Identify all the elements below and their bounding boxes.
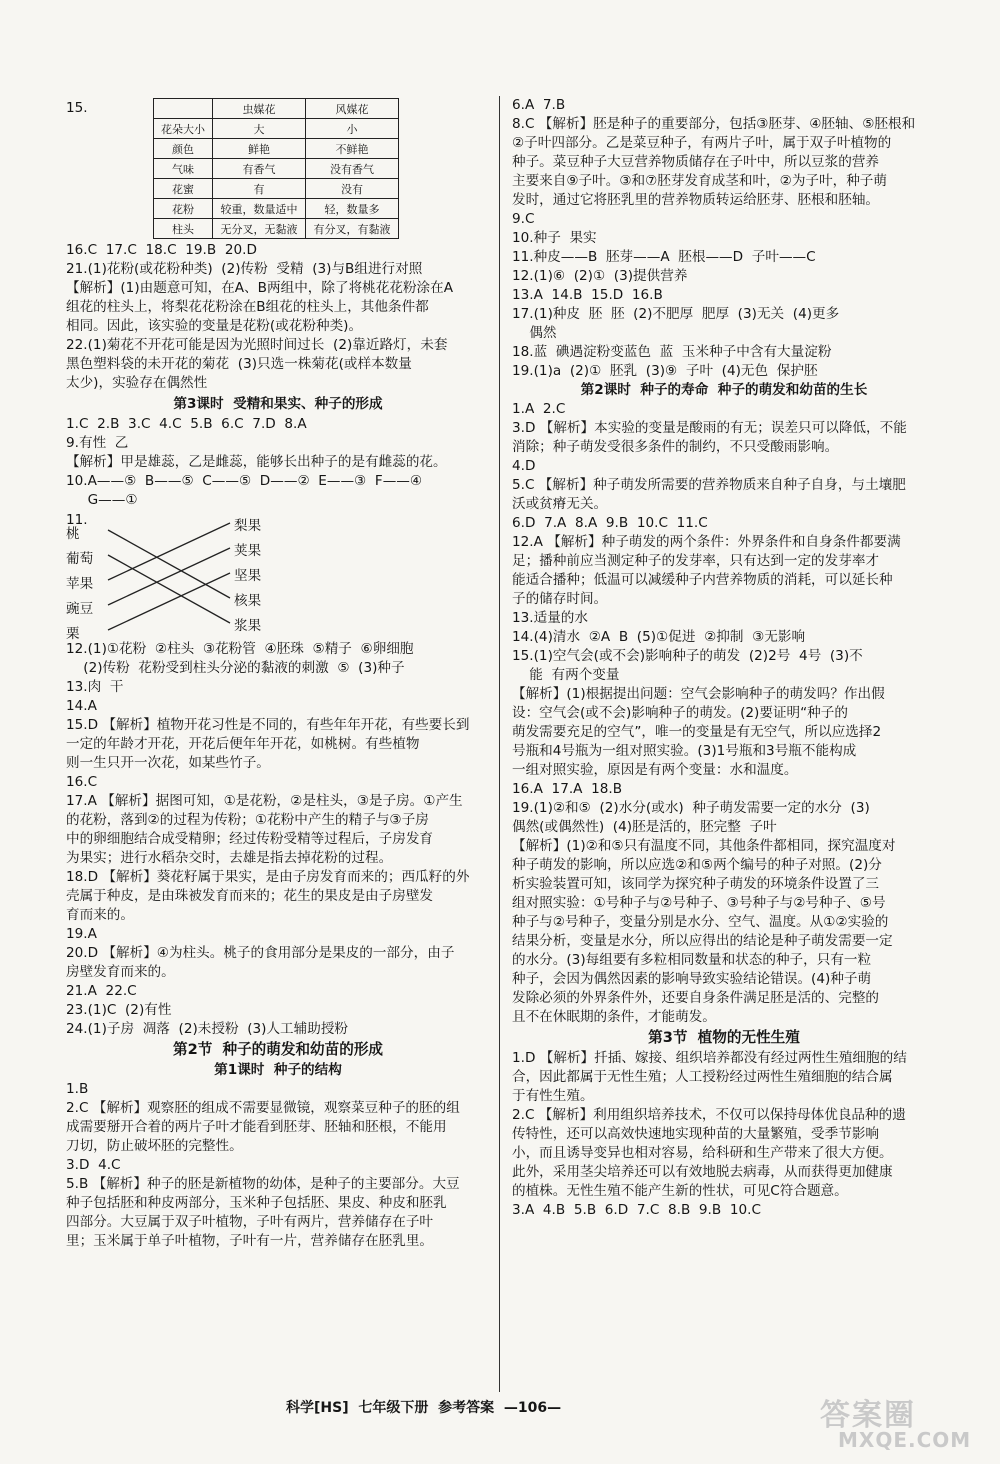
- answer-line: 壳属于种皮，是由珠被发育而来的；花生的果皮是由子房壁发: [66, 888, 434, 904]
- answer-line: 里；玉米属于单子叶植物，子叶有一片，营养储存在胚乳里。: [66, 1233, 434, 1249]
- page-footer: 科学[HS] 七年级下册 参考答案 —106—: [286, 1400, 562, 1416]
- answer-line: 【解析】(1)由题意可知，在A、B两组中，除了将桃花花粉涂在A: [66, 280, 454, 296]
- answer-line: 结果分析，变量是水分，所以应得出的结论是种子萌发需要一定: [512, 933, 893, 949]
- answer-line: 成需要掰开合着的两片子叶才能看到胚芽、胚轴和胚根，不能用: [66, 1119, 447, 1135]
- table-cell: 没有香气: [306, 159, 399, 179]
- answer-line: ②子叶四部分。乙是菜豆种子，有两片子叶，属于双子叶植物的: [512, 135, 892, 151]
- table-cell: 花朵大小: [154, 119, 213, 139]
- table-cell: 大: [213, 119, 306, 139]
- answer-line: 16.C: [66, 774, 98, 790]
- table-row: [154, 139, 399, 159]
- answer-line: 1.B: [66, 1081, 89, 1097]
- answer-line: 偶然(或偶然性) (4)胚是活的，胚完整 子叶: [512, 819, 777, 835]
- match-right-item: 核果: [234, 593, 262, 609]
- answer-line: 的水分。(3)每组要有多粒相同数量和状态的种子，只有一粒: [512, 952, 872, 968]
- answer-line: 发除必须的外界条件外，还要自身条件满足胚是活的、完整的: [512, 990, 880, 1006]
- table-cell: 轻，数量多: [306, 199, 399, 219]
- answer-line: 且不在休眠期的条件，才能萌发。: [512, 1009, 716, 1025]
- answers-block-1: [66, 241, 490, 393]
- table-cell: 鲜艳: [213, 139, 306, 159]
- match-line: [108, 548, 230, 605]
- column-divider: [499, 96, 500, 1392]
- table-cell: 有分叉，有黏液: [306, 219, 399, 239]
- answer-line: 17.A 【解析】据图可知，①是花粉，②是柱头，③是子房。①产生: [66, 793, 463, 809]
- answer-line: 12.(1)⑥ (2)① (3)提供营养: [512, 268, 688, 284]
- lesson-2-heading: 第2课时 种子的寿命 种子的萌发和幼苗的生长: [580, 382, 868, 398]
- answer-line: 21.A 22.C: [66, 983, 137, 999]
- answer-line: 1.D 【解析】扦插、嫁接、组织培养都没有经过两性生殖细胞的结: [512, 1050, 907, 1066]
- answer-line: 组花的柱头上，将梨花花粉涂在B组花的柱头上，其他条件都: [66, 299, 429, 315]
- match-right-item: 梨果: [234, 518, 262, 534]
- answer-line: 18.蓝 碘遇淀粉变蓝色 蓝 玉米种子中含有大量淀粉: [512, 344, 832, 360]
- answer-line: 19.(1)②和⑤ (2)水分(或水) 种子萌发需要一定的水分 (3): [512, 800, 870, 816]
- answer-line: 黑色塑料袋的未开花的菊花 (3)只选一株菊花(或样本数量: [66, 356, 412, 372]
- lesson-3-heading: 第3课时 受精和果实、种子的形成: [173, 396, 383, 412]
- answer-line: 为果实；进行水稻杂交时，去雄是指去掉花粉的过程。: [66, 850, 393, 866]
- answer-line: 14.(4)清水 ②A B (5)①促进 ②抑制 ③无影响: [512, 629, 806, 645]
- table-cell: 有: [213, 179, 306, 199]
- answer-line: 相同。因此，该实验的变量是花粉(或花粉种类)。: [66, 318, 363, 334]
- answer-line: 【解析】(1)②和⑤只有温度不同，其他条件都相同，探究温度对: [512, 838, 896, 854]
- answer-line: 沃或贫瘠无关。: [512, 496, 608, 512]
- table-row: [154, 119, 399, 139]
- answer-line: 能 有两个变量: [512, 667, 620, 683]
- answer-line: 小，而且诱导变异也相对容易，给科研和生产带来了很大方便。: [512, 1145, 893, 1161]
- answer-line: 14.A: [66, 698, 97, 714]
- answers-block-2: [66, 415, 490, 510]
- answer-line: 足；播种前应当测定种子的发芽率，只有达到一定的发芽率才: [512, 553, 880, 569]
- answer-line: 传特性，还可以高效快速地实现种苗的大量繁殖，受季节影响: [512, 1126, 880, 1142]
- answer-line: 太少)，实验存在偶然性: [66, 375, 208, 391]
- answer-line: 3.A 4.B 5.B 6.D 7.C 8.B 9.B 10.C: [512, 1202, 761, 1218]
- table-cell: 花蜜: [154, 179, 213, 199]
- match-line: [108, 555, 230, 623]
- match-left-item: 豌豆: [66, 601, 94, 617]
- answer-line: 1.A 2.C: [512, 401, 566, 417]
- answer-line: 12.A 【解析】种子萌发的两个条件：外界条件和自身条件都要满: [512, 534, 901, 550]
- answer-line: 19.A: [66, 926, 97, 942]
- answer-line: 18.D 【解析】葵花籽属于果实，是由子房发育而来的；西瓜籽的外: [66, 869, 470, 885]
- answer-line: 能适合播种；低温可以减缓种子内营养物质的消耗，可以延长种: [512, 572, 893, 588]
- answer-line: 【解析】(1)根据提出问题：空气会影响种子的萌发吗？作出假: [512, 686, 885, 702]
- table-cell: 虫媒花: [213, 99, 306, 119]
- question-15-table-block: [66, 96, 490, 241]
- answer-line: 号瓶和4号瓶为一组对照实验。(3)1号瓶和3号瓶不能构成: [512, 743, 857, 759]
- match-line: [108, 523, 230, 580]
- answer-line: 种子。菜豆种子大豆营养物质储存在子叶中，所以豆浆的营养: [512, 154, 880, 170]
- answer-line: 16.C 17.C 18.C 19.B 20.D: [66, 242, 257, 258]
- answer-line: 16.A 17.A 18.B: [512, 781, 623, 797]
- question-number: 15.: [66, 100, 88, 116]
- answer-line: 10.A——⑤ B——⑤ C——⑤ D——② E——③ F——④: [66, 473, 423, 489]
- table-cell: 较重，数量适中: [213, 199, 306, 219]
- answer-line: 5.C 【解析】种子萌发所需要的营养物质来自种子自身，与土壤肥: [512, 477, 906, 493]
- answer-line: 13.A 14.B 15.D 16.B: [512, 287, 663, 303]
- section-3-title: 第3节 植物的无性生殖: [648, 1029, 800, 1046]
- answer-line: 房壁发育而来的。: [66, 964, 175, 980]
- table-cell: 柱头: [154, 219, 213, 239]
- answer-line: 一定的年龄才开花，开花后便年年开花，如桃树。有些植物: [66, 736, 420, 752]
- answer-line: 种子包括胚和种皮两部分，玉米种子包括胚、果皮、种皮和胚乳: [66, 1195, 447, 1211]
- table-row: [154, 179, 399, 199]
- watermark-logo: 答案圈: [820, 1398, 916, 1433]
- answer-line: 8.C 【解析】胚是种子的重要部分，包括③胚芽、④胚轴、⑤胚根和: [512, 116, 916, 132]
- answer-line: 21.(1)花粉(或花粉种类) (2)传粉 受精 (3)与B组进行对照: [66, 261, 423, 277]
- answer-line: 于有性生殖。: [512, 1088, 594, 1104]
- match-right-item: 荚果: [234, 543, 262, 559]
- answer-line: 种子，会因为偶然因素的影响导致实验结论错误。(4)种子萌: [512, 971, 872, 987]
- answer-line: 5.B 【解析】种子的胚是新植物的幼体，是种子的主要部分。大豆: [66, 1176, 460, 1192]
- matching-lines: [66, 512, 306, 640]
- lesson-1-title: 第1课时 种子的结构: [214, 1062, 342, 1078]
- table-cell: 不鲜艳: [306, 139, 399, 159]
- match-right-item: 坚果: [234, 568, 262, 584]
- answer-line: 消除；种子萌发受很多条件的制约，不只受酸雨影响。: [512, 439, 839, 455]
- answer-line: 此外，采用茎尖培养还可以有效地脱去病毒，从而获得更加健康: [512, 1164, 893, 1180]
- answer-line: 10.种子 果实: [512, 230, 597, 246]
- match-line: [108, 573, 230, 630]
- answer-line: 2.C 【解析】利用组织培养技术，不仅可以保持母体优良品种的遗: [512, 1107, 906, 1123]
- table-cell: 颜色: [154, 139, 213, 159]
- table-row: [154, 159, 399, 179]
- section-2-title: 第2节 种子的萌发和幼苗的形成: [172, 1041, 384, 1058]
- answer-line: 9.有性 乙: [66, 435, 129, 451]
- answer-line: 偶然: [512, 325, 557, 341]
- answer-line: 3.D 4.C: [66, 1157, 121, 1173]
- answer-line: 主要来自⑨子叶。③和⑦胚芽发育成茎和叶，②为子叶，种子萌: [512, 173, 887, 189]
- answer-line: 22.(1)菊花不开花可能是因为光照时间过长 (2)靠近路灯，未套: [66, 337, 448, 353]
- table-cell: 无分叉，无黏液: [213, 219, 306, 239]
- match-left-item: 苹果: [66, 576, 94, 592]
- answers-block-6: [512, 400, 936, 1027]
- answer-line: 24.(1)子房 凋落 (2)未授粉 (3)人工辅助授粉: [66, 1021, 349, 1037]
- table-row: [154, 199, 399, 219]
- answers-block-3: [66, 640, 490, 1039]
- table-cell: 风媒花: [306, 99, 399, 119]
- answer-line: 萌发需要充足的空气”，唯一的变量是有无空气，所以应选择2: [512, 724, 882, 740]
- answers-block-5: [512, 96, 936, 381]
- question-number: 11.: [66, 512, 88, 528]
- table-row: [154, 99, 399, 119]
- answer-line: 子的储存时间。: [512, 591, 608, 607]
- answer-line: 种子萌发的影响，所以应选②和⑤两个编号的种子对照。(2)分: [512, 857, 882, 873]
- answer-line: 的植株。无性生殖不能产生新的性状，可见C符合题意。: [512, 1183, 848, 1199]
- answer-line: 刀切，防止破坏胚的完整性。: [66, 1138, 243, 1154]
- answer-line: 四部分。大豆属于双子叶植物，子叶有两片，营养储存在子叶: [66, 1214, 434, 1230]
- answer-line: 种子与②号种子，变量分别是水分、空气、温度。从①②实验的: [512, 914, 889, 930]
- answer-line: 3.D 【解析】本实验的变量是酸雨的有无；误差只可以降低，不能: [512, 420, 907, 436]
- answers-block-4: [66, 1080, 490, 1251]
- answer-line: 【解析】甲是雄蕊，乙是雌蕊，能够长出种子的是有雌蕊的花。: [66, 454, 447, 470]
- answer-line: 9.C: [512, 211, 535, 227]
- table-cell: 有香气: [213, 159, 306, 179]
- answer-line: (2)传粉 花粉受到柱头分泌的黏液的刺激 ⑤ (3)种子: [66, 660, 405, 676]
- answer-line: 发时，通过它将胚乳里的营养物质转运给胚芽、胚根和胚轴。: [512, 192, 880, 208]
- table-cell: [154, 99, 213, 119]
- match-left-item: 葡萄: [66, 551, 94, 567]
- answer-line: 合，因此都属于无性生殖；人工授粉经过两性生殖细胞的结合属: [512, 1069, 893, 1085]
- answer-line: 13.适量的水: [512, 610, 588, 626]
- answer-line: 析实验装置可知，该同学为探究种子萌发的环境条件设置了三: [512, 876, 880, 892]
- answer-line: 15.D 【解析】植物开花习性是不同的，有些年年开花，有些要长到: [66, 717, 470, 733]
- answer-line: 13.肉 干: [66, 679, 124, 695]
- answer-line: 6.D 7.A 8.A 9.B 10.C 11.C: [512, 515, 708, 531]
- answer-line: 1.C 2.B 3.C 4.C 5.B 6.C 7.D 8.A: [66, 416, 307, 432]
- table-cell: 小: [306, 119, 399, 139]
- answer-line: 23.(1)C (2)有性: [66, 1002, 172, 1018]
- answer-line: 组对照实验：①号种子与②号种子、③号种子与②号种子、⑤号: [512, 895, 886, 911]
- match-line: [108, 530, 230, 598]
- answer-line: 15.(1)空气会(或不会)影响种子的萌发 (2)2号 4号 (3)不: [512, 648, 863, 664]
- answer-line: 育而来的。: [66, 907, 134, 923]
- answer-line: 的花粉，落到②的过程为传粉；①花粉中产生的精子与③子房: [66, 812, 429, 828]
- answer-line: 4.D: [512, 458, 536, 474]
- fruit-matching-diagram: [66, 512, 490, 640]
- right-column: [512, 96, 936, 1220]
- answers-block-7: [512, 1049, 936, 1220]
- answer-line: 19.(1)a (2)① 胚乳 (3)⑨ 子叶 (4)无色 保护胚: [512, 363, 818, 379]
- table-cell: 没有: [306, 179, 399, 199]
- table-row: [154, 219, 399, 239]
- watermark-url: MXQE.COM: [838, 1428, 972, 1452]
- answer-line: 则一生只开一次花，如某些竹子。: [66, 755, 270, 771]
- match-left-item: 桃: [66, 526, 80, 542]
- answer-line: 20.D 【解析】④为柱头。桃子的食用部分是果皮的一部分，由子: [66, 945, 455, 961]
- answer-line: 一组对照实验，原因是有两个变量：水和温度。: [512, 762, 798, 778]
- table-cell: 花粉: [154, 199, 213, 219]
- answer-line: 11.种皮——B 胚芽——A 胚根——D 子叶——C: [512, 249, 816, 265]
- answer-line: 17.(1)种皮 胚 胚 (2)不肥厚 肥厚 (3)无关 (4)更多: [512, 306, 840, 322]
- match-left-item: 栗: [66, 626, 80, 642]
- answer-line: 6.A 7.B: [512, 97, 566, 113]
- match-right-item: 浆果: [234, 618, 262, 634]
- flower-comparison-table: [153, 98, 399, 239]
- answer-line: 12.(1)①花粉 ②柱头 ③花粉管 ④胚珠 ⑤精子 ⑥卵细胞: [66, 641, 414, 657]
- table-cell: 气味: [154, 159, 213, 179]
- answer-line: 中的卵细胞结合成受精卵；经过传粉受精等过程后，子房发育: [66, 831, 434, 847]
- answer-line: 2.C 【解析】观察胚的组成不需要显微镜，观察菜豆种子的胚的组: [66, 1100, 460, 1116]
- left-column: [66, 96, 490, 1251]
- answer-line: G——①: [66, 492, 138, 508]
- answer-line: 设：空气会(或不会)影响种子的萌发。(2)要证明“种子的: [512, 705, 848, 721]
